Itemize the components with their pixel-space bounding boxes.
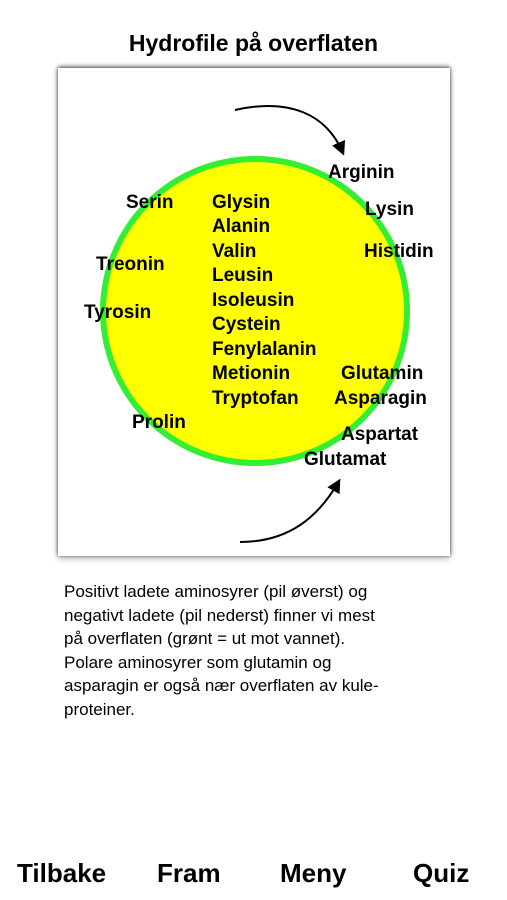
forward-button[interactable]: Fram [157, 858, 221, 888]
label-aspartat: Aspartat [341, 424, 419, 445]
label-isoleusin: Isoleusin [212, 290, 295, 311]
label-fenylalanin: Fenylalanin [212, 339, 317, 360]
label-cystein: Cystein [212, 314, 281, 335]
caption-line: på overflaten (grønt = ut mot vannet). [64, 629, 346, 648]
label-lysin: Lysin [365, 199, 414, 220]
label-valin: Valin [212, 241, 257, 262]
caption-line: Positivt ladete aminosyrer (pil øverst) og [64, 582, 368, 601]
label-tyrosin: Tyrosin [84, 302, 152, 323]
label-histidin: Histidin [364, 241, 434, 262]
diagram-card [58, 68, 450, 556]
label-treonin: Treonin [96, 254, 165, 275]
label-metionin: Metionin [212, 363, 291, 384]
caption-text [64, 580, 464, 721]
label-tryptofan: Tryptofan [212, 388, 299, 409]
label-asparagin: Asparagin [334, 388, 427, 409]
label-glutamin: Glutamin [341, 363, 424, 384]
label-arginin: Arginin [328, 162, 395, 183]
caption-line: asparagin er også nær overflaten av kule- [64, 676, 379, 695]
caption-line: proteiner. [64, 699, 135, 719]
bottom-nav [0, 858, 507, 898]
arrow-bottom-icon [240, 481, 339, 542]
back-button[interactable]: Tilbake [17, 858, 107, 888]
page-title: Hydrofile på overflaten [128, 30, 379, 56]
label-leusin: Leusin [212, 265, 274, 286]
arrow-top-icon [235, 106, 343, 153]
label-prolin: Prolin [132, 412, 186, 433]
menu-button[interactable]: Meny [280, 858, 347, 888]
label-serin: Serin [126, 192, 174, 213]
label-glutamat: Glutamat [304, 449, 387, 470]
caption-line: Polare aminosyrer som glutamin og [64, 652, 332, 672]
quiz-button[interactable]: Quiz [413, 858, 470, 888]
caption-line: negativt ladete (pil nederst) finner vi mest [64, 605, 375, 625]
label-alanin: Alanin [212, 216, 271, 237]
label-glysin: Glysin [212, 192, 271, 213]
